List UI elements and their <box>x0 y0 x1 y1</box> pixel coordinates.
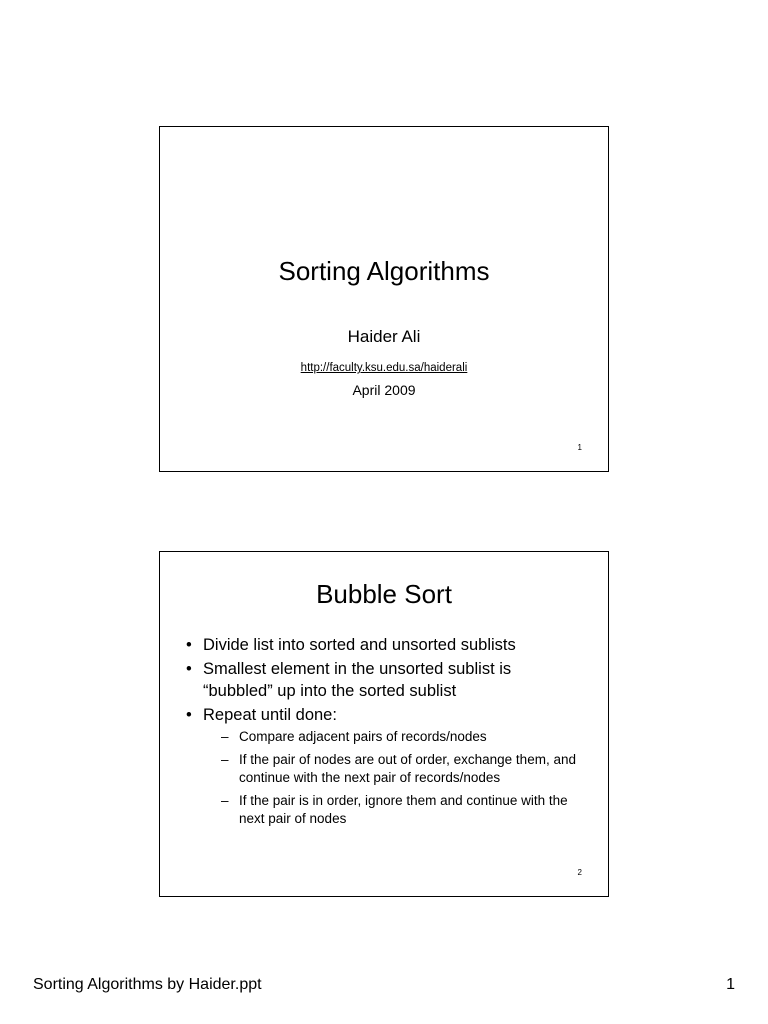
sub-bullet-text: If the pair is in order, ignore them and continue with the next pair of nodes <box>239 792 568 826</box>
slide-1-date: April 2009 <box>352 382 416 398</box>
sub-bullet-text: Compare adjacent pairs of records/nodes <box>239 729 487 744</box>
slide-1-author: Haider Ali <box>347 327 421 346</box>
sub-bullet-item <box>203 792 578 829</box>
footer-filename: Sorting Algorithms by Haider.ppt <box>33 976 262 993</box>
slide-1-title: Sorting Algorithms <box>278 256 490 286</box>
footer-page-number: 1 <box>726 976 735 993</box>
slide-2-title: Bubble Sort <box>316 579 452 609</box>
slide-1-number: 1 <box>577 443 582 452</box>
dash-glyph: – <box>221 729 229 744</box>
bullet-glyph: • <box>186 660 192 678</box>
sub-bullet-list <box>203 728 578 829</box>
bullet-text: Repeat until done: <box>203 706 337 724</box>
slide-1-url-row <box>160 361 608 375</box>
bullet-item <box>186 704 578 829</box>
bullet-glyph: • <box>186 706 192 724</box>
sub-bullet-item <box>203 728 578 747</box>
slide-1 <box>159 126 609 472</box>
dash-glyph: – <box>221 792 229 808</box>
sub-bullet-item <box>203 751 578 788</box>
bullet-item <box>186 634 578 656</box>
bullet-item <box>186 658 578 702</box>
faculty-url-link[interactable]: http://faculty.ksu.edu.sa/haiderali <box>300 362 468 374</box>
slide-2 <box>159 551 609 897</box>
bullet-text: Divide list into sorted and unsorted sublists <box>203 636 516 654</box>
bubble-sort-bullet-list <box>186 634 578 833</box>
slide-2-number: 2 <box>577 868 582 877</box>
dash-glyph: – <box>221 751 229 767</box>
sub-bullet-text: If the pair of nodes are out of order, exchange them, and continue with the next pair of records/nodes <box>239 751 576 785</box>
bullet-glyph: • <box>186 636 192 654</box>
bullet-text: Smallest element in the unsorted sublist is “bubbled” up into the sorted sublist <box>203 660 512 700</box>
